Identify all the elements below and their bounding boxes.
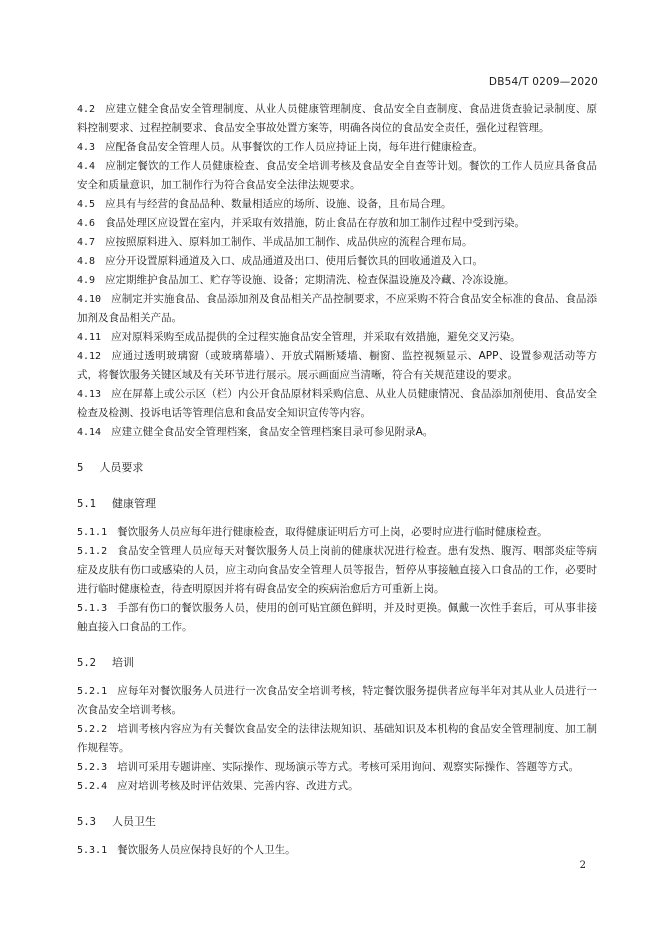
clause-4-9 — [77, 271, 597, 290]
section-5-1-heading — [77, 494, 597, 514]
clause-5-2-2 — [77, 720, 597, 758]
clause-4-3 — [77, 138, 597, 157]
clause-number: 4.7 — [77, 237, 96, 248]
section-5-3-heading — [77, 812, 597, 832]
clause-4-6 — [77, 214, 597, 233]
section-number: 5.3 — [77, 816, 96, 828]
clause-text: 应建立健全食品安全管理档案，食品安全管理档案目录可参见附录A。 — [111, 426, 434, 438]
clause-4-11 — [77, 328, 597, 347]
section-title: 人员要求 — [99, 461, 144, 474]
clause-4-2 — [77, 100, 597, 138]
clause-text: 食品处理区应设置在室内，并采取有效措施，防止食品在存放和加工制作过程中受到污染。 — [105, 217, 526, 229]
clause-number: 5.3.1 — [77, 845, 108, 856]
clause-number: 4.8 — [77, 256, 96, 267]
clause-5-3-1 — [77, 841, 597, 860]
clause-5-2-3 — [77, 758, 597, 777]
clause-text: 应制定并实施食品、食品添加剂及食品相关产品控制要求，不应采购不符合食品安全标准的食品、食品添加剂及食品相关产品。 — [77, 293, 597, 324]
clause-number: 5.2.2 — [77, 724, 108, 735]
clause-number: 5.2.3 — [77, 762, 108, 773]
clause-5-1-3 — [77, 599, 597, 637]
clause-5-1-2 — [77, 542, 597, 599]
clause-text: 食品安全管理人员应每天对餐饮服务人员上岗前的健康状况进行检查。患有发热、腹泻、咽部炎症等病症及皮肤有伤口或感染的人员，应主动向食品安全管理人员等报告，暂停从事接触直接入口食品的工作，必要时进行临时健康检查，待查明原因并将有碍食品安全的疾病治愈后方可重新上岗。 — [77, 545, 597, 595]
clause-text: 应在屏幕上或公示区（栏）内公开食品原材料采购信息、从业人员健康情况、食品添加剂使用、食品安全检查及检测、投诉电话等管理信息和食品安全知识宣传等内容。 — [77, 388, 597, 419]
clause-number: 4.12 — [77, 351, 102, 362]
section-title: 健康管理 — [111, 497, 156, 510]
section-title: 培训 — [111, 656, 134, 669]
page-number: 2 — [579, 860, 586, 871]
section-title: 人员卫生 — [111, 815, 156, 828]
clause-text: 应具有与经营的食品品种、数量相适应的场所、设施、设备，且布局合理。 — [105, 198, 452, 210]
clause-text: 应制定餐饮的工作人员健康检查、食品安全培训考核及食品安全自查等计划。餐饮的工作人员应具备食品安全和质量意识，加工制作行为符合食品安全法律法规要求。 — [77, 160, 597, 191]
clause-text: 应每年对餐饮服务人员进行一次食品安全培训考核，特定餐饮服务提供者应每半年对其从业人员进行一次食品安全培训考核。 — [77, 685, 597, 716]
clause-text: 餐饮服务人员应保持良好的个人卫生。 — [117, 844, 296, 856]
clause-number: 4.4 — [77, 161, 96, 172]
clause-4-7 — [77, 233, 597, 252]
clause-number: 5.2.4 — [77, 781, 108, 792]
clause-number: 5.1.1 — [77, 527, 108, 538]
clause-5-2-1 — [77, 682, 597, 720]
section-number: 5.1 — [77, 498, 96, 510]
clause-text: 应配备食品安全管理人员。从事餐饮的工作人员应持证上岗，每年进行健康检查。 — [105, 141, 484, 153]
clause-text: 餐饮服务人员应每年进行健康检查，取得健康证明后方可上岗，必要时应进行临时健康检查。 — [117, 526, 548, 538]
section-number: 5 — [77, 462, 84, 474]
clause-text: 应分开设置原料通道及入口、成品通道及出口、使用后餐饮具的回收通道及入口。 — [105, 255, 484, 267]
clause-4-10 — [77, 290, 597, 328]
clause-number: 4.6 — [77, 218, 96, 229]
clause-4-12 — [77, 347, 597, 385]
page-content — [77, 100, 597, 860]
clause-number: 4.14 — [77, 427, 102, 438]
clause-4-5 — [77, 195, 597, 214]
clause-text: 培训可采用专题讲座、实际操作、现场演示等方式。考核可采用询问、观察实际操作、答题等方式。 — [117, 761, 580, 773]
clause-number: 4.2 — [77, 104, 96, 115]
clause-text: 培训考核内容应为有关餐饮食品安全的法律法规知识、基础知识及本机构的食品安全管理制度、加工制作规程等。 — [77, 723, 597, 754]
clause-number: 5.2.1 — [77, 686, 108, 697]
standard-code: DB54/T 0209—2020 — [488, 76, 598, 88]
clause-4-14 — [77, 423, 597, 442]
clause-number: 4.13 — [77, 389, 102, 400]
clause-number: 5.1.3 — [77, 603, 108, 614]
section-number: 5.2 — [77, 657, 96, 669]
clause-text: 应按照原料进入、原料加工制作、半成品加工制作、成品供应的流程合理布局。 — [105, 236, 473, 248]
clause-text: 手部有伤口的餐饮服务人员，使用的创可贴宜颜色鲜明，并及时更换。佩戴一次性手套后，可从事非接触直接入口食品的工作。 — [77, 602, 597, 633]
clause-text: 应对原料采购至成品提供的全过程实施食品安全管理，并采取有效措施，避免交叉污染。 — [111, 331, 521, 343]
section-5-heading — [77, 458, 597, 478]
clause-text: 应对培训考核及时评估效果、完善内容、改进方式。 — [117, 780, 359, 792]
clause-number: 4.9 — [77, 275, 96, 286]
clause-number: 4.11 — [77, 332, 102, 343]
clause-number: 5.1.2 — [77, 546, 108, 557]
clause-4-13 — [77, 385, 597, 423]
clause-4-8 — [77, 252, 597, 271]
clause-text: 应定期维护食品加工、贮存等设施、设备；定期清洗、检查保温设施及冷藏、冷冻设施。 — [105, 274, 515, 286]
section-5-2-heading — [77, 653, 597, 673]
clause-5-1-1 — [77, 523, 597, 542]
clause-number: 4.10 — [77, 294, 102, 305]
clause-4-4 — [77, 157, 597, 195]
clause-text: 应建立健全食品安全管理制度、从业人员健康管理制度、食品安全自查制度、食品进货查验记录制度、原料控制要求、过程控制要求、食品安全事故处置方案等，明确各岗位的食品安全责任，强化过程管理。 — [77, 103, 597, 134]
clause-5-2-4 — [77, 777, 597, 796]
clause-number: 4.5 — [77, 199, 96, 210]
clause-text: 应通过透明玻璃窗（或玻璃幕墙）、开放式隔断矮墙、橱窗、监控视频显示、APP、设置参观活动等方式，将餐饮服务关键区域及有关环节进行展示。展示画面应当清晰，符合有关规范建设的要求。 — [77, 350, 597, 381]
clause-number: 4.3 — [77, 142, 96, 153]
